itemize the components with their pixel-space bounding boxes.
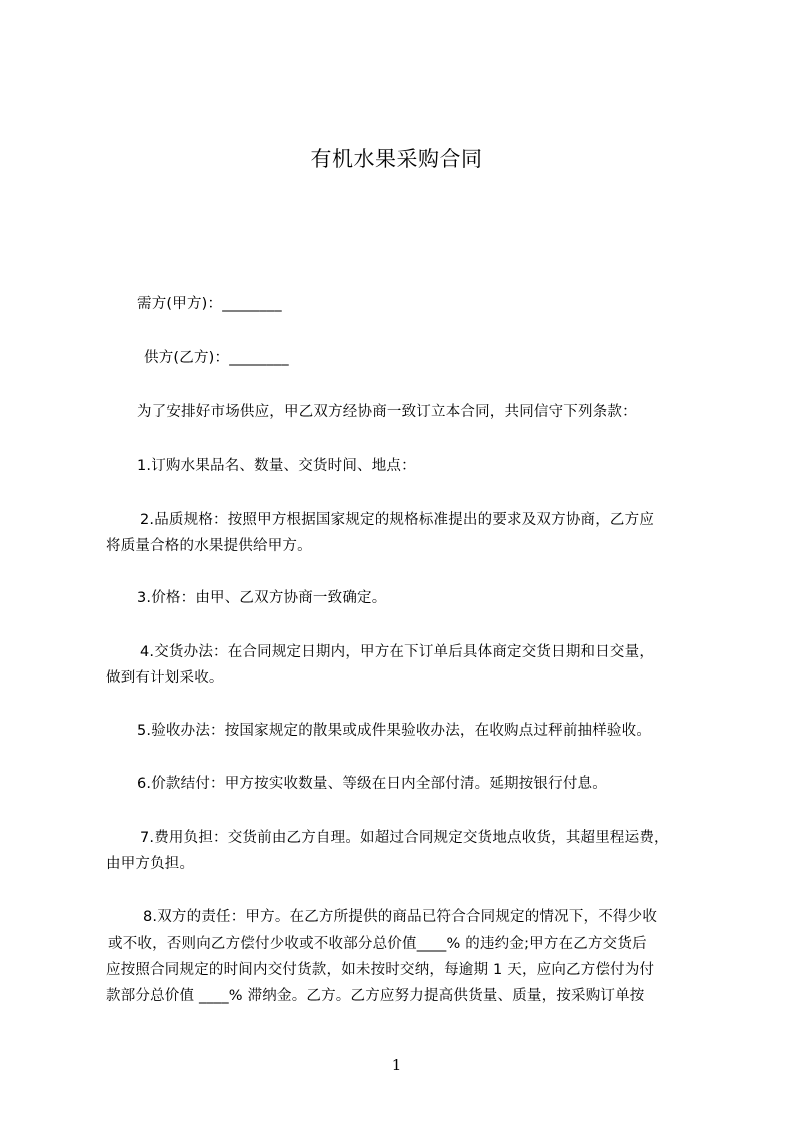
page-number: 1 bbox=[391, 1056, 402, 1074]
clause-6-line: 6.价款结付：甲方按实收数量、等级在日内全部付清。延期按银行付息。 bbox=[137, 776, 607, 792]
party-b-line: 供方(乙方)：________ bbox=[144, 350, 289, 366]
clause-2-line-1: 2.品质规格：按照甲方根据国家规定的规格标准提出的要求及双方协商，乙方应 bbox=[140, 512, 655, 528]
clause-2-line-2: 将质量合格的水果提供给甲方。 bbox=[106, 538, 312, 554]
preamble-line: 为了安排好市场供应，甲乙双方经协商一致订立本合同，共同信守下列条款： bbox=[137, 404, 637, 420]
clause-4-line-1: 4.交货办法：在合同规定日期内，甲方在下订单后具体商定交货日期和日交量， bbox=[140, 644, 655, 660]
clause-8-line-3: 应按照合同规定的时间内交付货款，如未按时交纳，每逾期 1 天，应向乙方偿付为付 bbox=[106, 962, 655, 978]
clause-1-line: 1.订购水果品名、数量、交货时间、地点： bbox=[137, 458, 416, 474]
clause-3-line: 3.价格：由甲、乙双方协商一致确定。 bbox=[137, 590, 387, 606]
clause-8-line-2: 或不收，否则向乙方偿付少收或不收部分总价值____% 的违约金;甲方在乙方交货后 bbox=[108, 936, 647, 952]
clause-7-line-1: 7.费用负担：交货前由乙方自理。如超过合同规定交货地点收货，其超里程运费， bbox=[140, 830, 669, 846]
document-title: 有机水果采购合同 bbox=[310, 147, 483, 171]
clause-7-line-2: 由甲方负担。 bbox=[106, 856, 195, 872]
clause-8-line-4: 款部分总价值 ____% 滞纳金。乙方。乙方应努力提高供货量、质量，按采购订单按 bbox=[106, 988, 645, 1004]
party-a-line: 需方(甲方)：________ bbox=[137, 296, 282, 312]
clause-4-line-2: 做到有计划采收。 bbox=[106, 670, 224, 686]
clause-5-line: 5.验收办法：按国家规定的散果或成件果验收办法，在收购点过秤前抽样验收。 bbox=[137, 723, 652, 739]
clause-8-line-1: 8.双方的责任：甲方。在乙方所提供的商品已符合合同规定的情况下，不得少收 bbox=[143, 909, 658, 925]
